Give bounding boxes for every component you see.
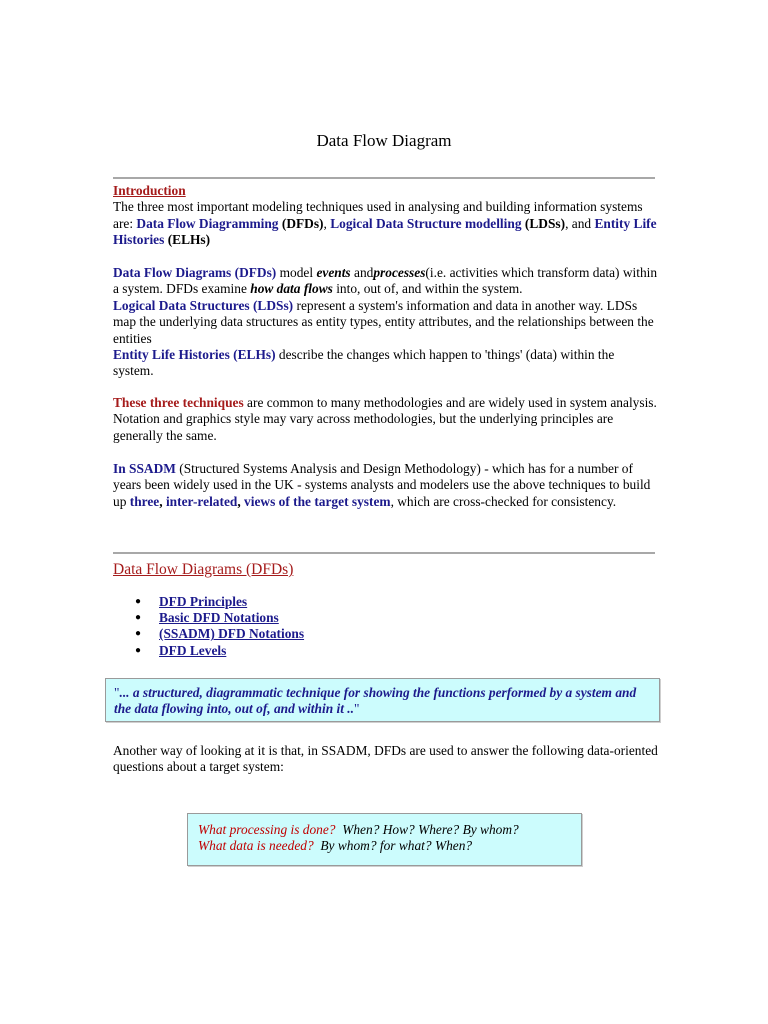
text: into, out of, and within the system. (332, 281, 523, 297)
dfd-term: Data Flow Diagrams (DFDs) (113, 265, 277, 280)
definition-quote (114, 685, 654, 718)
lds-definition (113, 298, 658, 347)
views-term: views of the target system (244, 493, 391, 509)
intro-section (113, 183, 658, 249)
link-ssadm-dfd-notations[interactable]: (SSADM) DFD Notations (159, 626, 305, 642)
link-dfd-levels[interactable]: DFD Levels (159, 642, 227, 658)
definitions-paragraph (113, 265, 658, 380)
answer-processing: When? How? Where? By whom? (342, 822, 519, 837)
question-processing: What processing is done? (198, 822, 336, 837)
separator: , (323, 215, 331, 231)
text: are common to many methodologies and are widely used in system analysis. Notation and graphics style may vary across methodologies, but the underlying principles are generally the same. (113, 395, 657, 443)
list-item (113, 626, 304, 642)
three-techniques-term: These three techniques (113, 395, 244, 410)
quote-mark: " (353, 701, 360, 717)
processes-term: processes (373, 265, 426, 280)
term-elh: Entity Life Histories (113, 215, 657, 248)
separator: , (159, 493, 166, 509)
term-lds-abbr: (LDSs) (524, 215, 566, 231)
text: represent a system's information and data in another way. LDSs map the underlying data structures as entity types, entity attributes, and the relationships between the entities (113, 297, 654, 346)
divider-middle (113, 552, 655, 554)
ssadm-term: In SSADM (113, 461, 176, 476)
text: (i.e. activities which transform data) within a system. DFDs examine (113, 265, 658, 297)
link-dfd-principles[interactable]: DFD Principles (159, 594, 248, 609)
elh-definition (113, 347, 658, 380)
list-item (113, 610, 304, 626)
inter-related-term: inter-related (165, 493, 238, 509)
intro-paragraph (113, 199, 658, 248)
answer-data: By whom? for what? When? (320, 838, 473, 853)
bullet-icon: ● (135, 612, 142, 624)
list-item (113, 594, 304, 610)
bullet-icon: ● (135, 628, 142, 640)
intro-heading: Introduction (113, 183, 186, 198)
dfd-links-list (113, 594, 304, 659)
text: (Structured Systems Analysis and Design Methodology) - which has for a number of years been widely used in the UK - systems analysts and modelers use the above techniques to build up (113, 461, 651, 509)
term-dfd-abbr: (DFDs) (281, 215, 324, 231)
text: model (276, 265, 317, 280)
events-term: events (316, 265, 351, 280)
text: describe the changes which happen to 'things' (data) within the system. (113, 347, 615, 379)
another-way-paragraph: Another way of looking at it is that, in SSADM, DFDs are used to answer the following data-oriented questions about a target system: (113, 743, 658, 775)
question-data: What data is needed? (198, 838, 314, 853)
term-elh-abbr: (ELHs) (167, 232, 211, 248)
lds-term: Logical Data Structures (LDSs) (113, 297, 294, 313)
quote-mark: " (114, 685, 120, 700)
text: and (350, 265, 374, 280)
how-data-flows-term: how data flows (250, 281, 333, 297)
three-techniques-paragraph (113, 395, 658, 444)
quote-text: ... a structured, diagrammatic technique for showing the functions performed by a system and the data flowing into, out of, and within it .. (114, 685, 637, 717)
term-dfd: Data Flow Diagramming (136, 215, 279, 231)
bullet-icon: ● (135, 596, 142, 607)
intro-text: The three most important modeling techniques used in analysing and building information systems are: (113, 199, 643, 231)
question-line-2 (198, 838, 472, 854)
list-item (113, 643, 304, 659)
link-basic-dfd-notations[interactable]: Basic DFD Notations (159, 610, 279, 626)
elh-term: Entity Life Histories (ELHs) (113, 347, 276, 363)
page-title: Data Flow Diagram (316, 131, 452, 150)
term-lds: Logical Data Structure modelling (330, 215, 522, 231)
dfd-section-heading: Data Flow Diagrams (DFDs) (113, 561, 294, 578)
three-term: three (129, 493, 160, 509)
dfd-definition (113, 265, 658, 298)
question-line-1 (198, 822, 519, 838)
definition-quote-box (105, 678, 660, 722)
text: , which are cross-checked for consistency. (390, 493, 617, 509)
bullet-icon: ● (135, 644, 142, 656)
divider-top (113, 177, 655, 179)
questions-box (187, 813, 582, 866)
separator: , and (565, 215, 595, 231)
ssadm-paragraph: In SSADM (Structured Systems Analysis and Design Methodology) - which has for a number of years been widely used in the UK - systems analysts and modelers use the above techniques to build up three, inter-related, views of the target system, which are cross-checked for consistency. (113, 461, 651, 509)
